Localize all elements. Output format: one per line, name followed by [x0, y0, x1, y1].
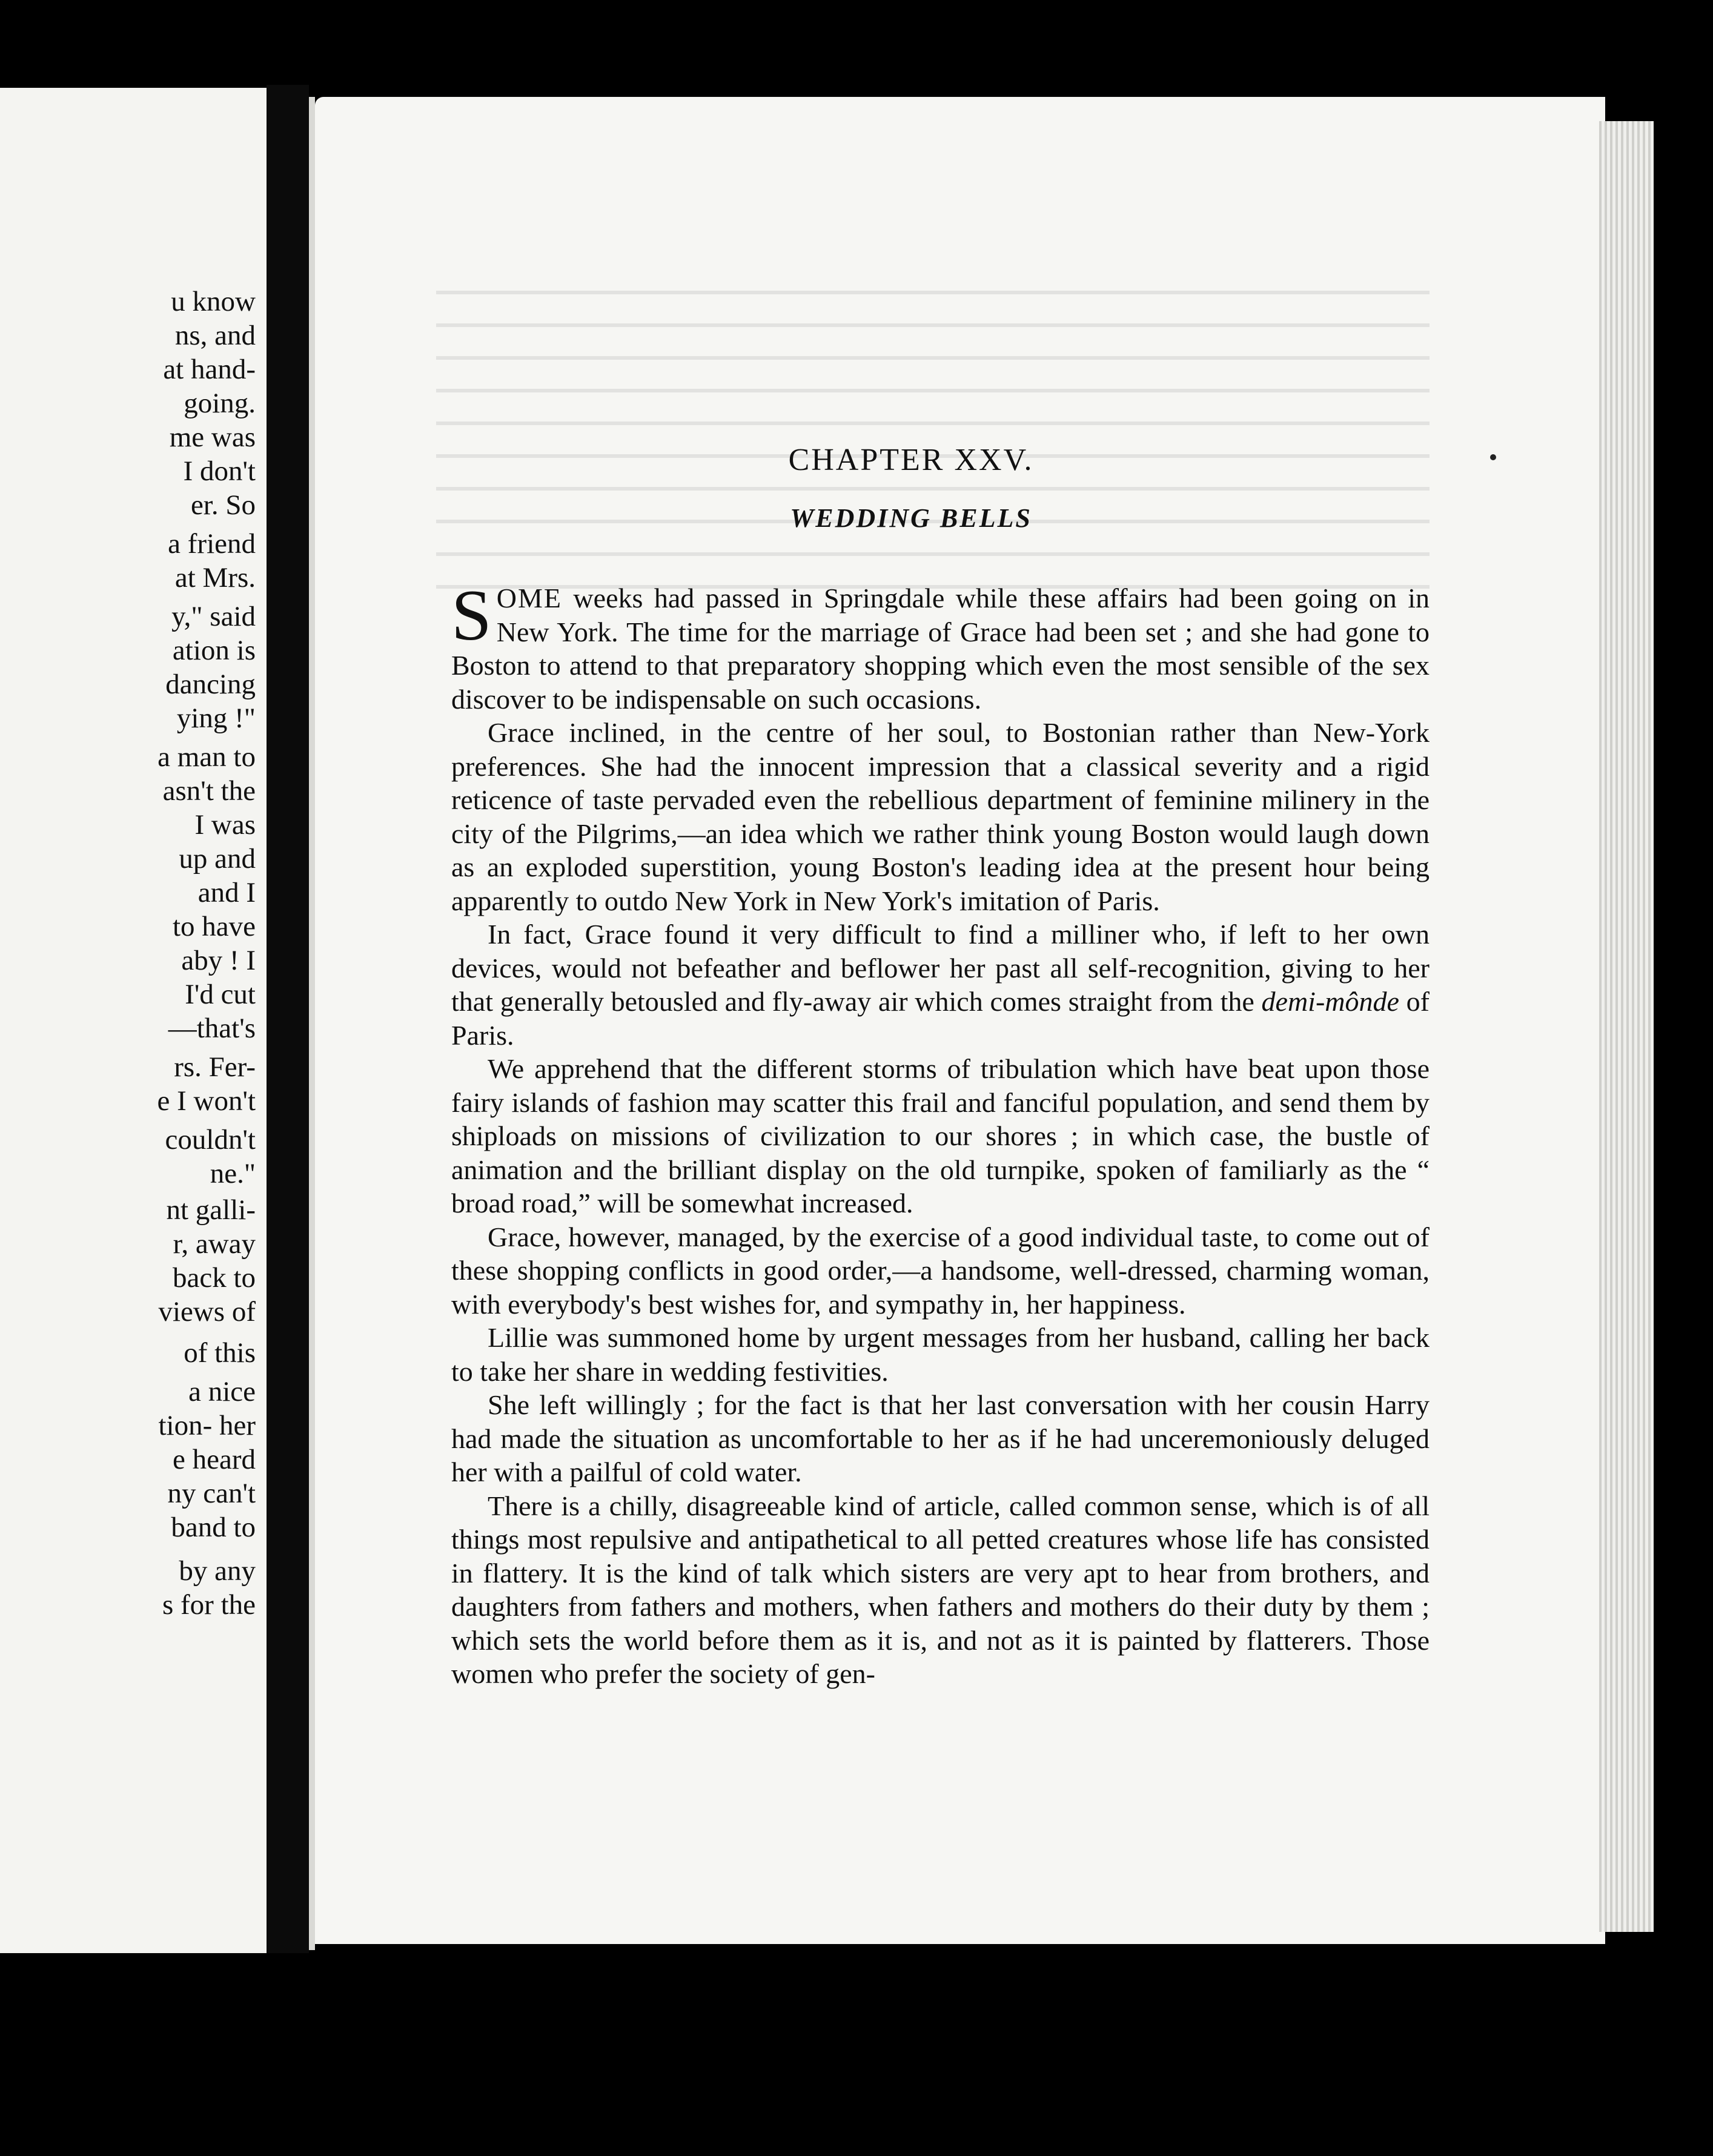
- book-gutter: [267, 85, 309, 1953]
- left-page-line: a man to: [157, 741, 256, 773]
- left-page-line: dancing: [165, 669, 256, 700]
- left-page-line: u know: [171, 286, 256, 317]
- left-page-line: I don't: [183, 455, 256, 487]
- left-page-line: ne.": [210, 1158, 256, 1189]
- paragraph-1-text: weeks had passed in Springdale while these affairs had been going on in New York. The time for the marriage of Grace had been set ; and she had gone to Boston to attend to that preparatory shopping which even the most sensible of the sex discover to be indispensable on such occasions.: [451, 583, 1430, 715]
- left-page-line: ation is: [172, 635, 256, 666]
- left-page-line: e I won't: [157, 1085, 256, 1117]
- left-page-line: at hand-: [163, 354, 256, 385]
- left-page-line: a nice: [188, 1376, 256, 1407]
- left-page-line: me was: [169, 422, 256, 453]
- left-page-line: up and: [179, 843, 256, 875]
- small-caps-opening: OME: [496, 583, 562, 613]
- left-page-line: rs. Fer-: [174, 1051, 256, 1083]
- gutter-edge: [309, 97, 315, 1950]
- drop-cap: S: [451, 575, 492, 655]
- paragraph-6: Lillie was summoned home by urgent messages from her husband, calling her back to take her share in wedding festivities.: [451, 1322, 1430, 1387]
- left-page-line: couldn't: [165, 1124, 256, 1156]
- left-page-line: r, away: [173, 1228, 256, 1260]
- left-page-line: er. So: [190, 489, 256, 521]
- left-page-line: band to: [171, 1512, 256, 1543]
- left-page-line: tion- her: [158, 1410, 256, 1441]
- chapter-subtitle: WEDDING BELLS: [790, 503, 1032, 533]
- left-page-line: asn't the: [162, 775, 256, 807]
- paragraph-4: We apprehend that the different storms of tribulation which have beat upon those fairy islands of fashion may scatter this frail and fanciful population, and send them by shiploads on missions of civilization to our shores ; in which case, the bustle of animation and the brilliant display on the old turnpike, spoken of familiarly as the “ broad road,” will be somewhat increased.: [451, 1053, 1430, 1219]
- left-page-line: nt galli-: [166, 1194, 256, 1226]
- left-page-line: y," said: [171, 601, 256, 632]
- paragraph-3-italic: demi-mônde: [1261, 986, 1399, 1017]
- left-page-line: —that's: [168, 1013, 256, 1044]
- paragraph-5: Grace, however, managed, by the exercise of a good individual taste, to come out of these shopping conflicts in good order,—a handsome, well-dressed, charming woman, with everybody's best wishes for, and sympathy in, her happiness.: [451, 1221, 1430, 1320]
- paragraph-3-text-start: In fact, Grace found it very difficult to find a milliner who, if left to her own devices, would not befeather and beflower her past all self-recognition, giving to her that generally betousled and fly-away air which comes straight from the: [451, 919, 1430, 1017]
- left-page-line: views of: [158, 1296, 256, 1328]
- page-edges: [1599, 121, 1654, 1932]
- left-page-line: by any: [179, 1555, 256, 1587]
- left-page-line: ny can't: [167, 1478, 256, 1509]
- left-page-line: e heard: [173, 1444, 256, 1475]
- chapter-heading: CHAPTER XXV.: [788, 443, 1034, 477]
- left-page-line: s for the: [162, 1589, 256, 1621]
- paragraph-7: She left willingly ; for the fact is that her last conversation with her cousin Harry had made the situation as uncomfortable to her as if he had unceremoniously deluged her with a pailful of cold water.: [451, 1389, 1430, 1487]
- left-page-line: I was: [194, 809, 256, 841]
- paragraph-3: [451, 918, 1430, 1052]
- paragraph-1: [451, 575, 1430, 716]
- left-page-line: I'd cut: [185, 979, 256, 1010]
- left-page-line: and I: [197, 877, 256, 908]
- left-page-line: going.: [184, 388, 256, 419]
- left-page-line: ying !": [176, 703, 256, 734]
- left-page-line: back to: [172, 1262, 256, 1294]
- paragraph-2: Grace inclined, in the centre of her soul, to Bostonian rather than New-York preferences. She had the innocent impression that a classical severity and a rigid reticence of taste pervaded even the rebellious department of feminine milinery in the city of the Pilgrims,—an idea which we rather think young Boston would laugh down as an exploded superstition, young Boston's leading idea at the present hour being apparently to outdo New York in New York's imitation of Paris.: [451, 717, 1430, 916]
- left-page-line: aby ! I: [181, 945, 256, 976]
- left-page-line: ns, and: [174, 320, 256, 351]
- left-page: [0, 88, 267, 1953]
- paragraph-8: There is a chilly, disagreeable kind of article, called common sense, which is of all things most repulsive and antipathetical to all petted creatures whose life has consisted in flattery. It is the kind of talk which sisters are very apt to hear from brothers, and daughters from fathers and mothers, when fathers and mothers do their duty by them ; which sets the world before them as it is, and not as it is painted by flatterers. Those women who prefer the society of gen-: [451, 1490, 1430, 1689]
- paragraph-3-text-end: of Paris.: [451, 986, 1430, 1051]
- chapter-body: [451, 575, 1430, 1691]
- left-page-line: of this: [184, 1337, 256, 1369]
- left-page-line: a friend: [168, 528, 256, 560]
- left-page-line: to have: [172, 911, 256, 942]
- left-page-line: at Mrs.: [174, 562, 256, 594]
